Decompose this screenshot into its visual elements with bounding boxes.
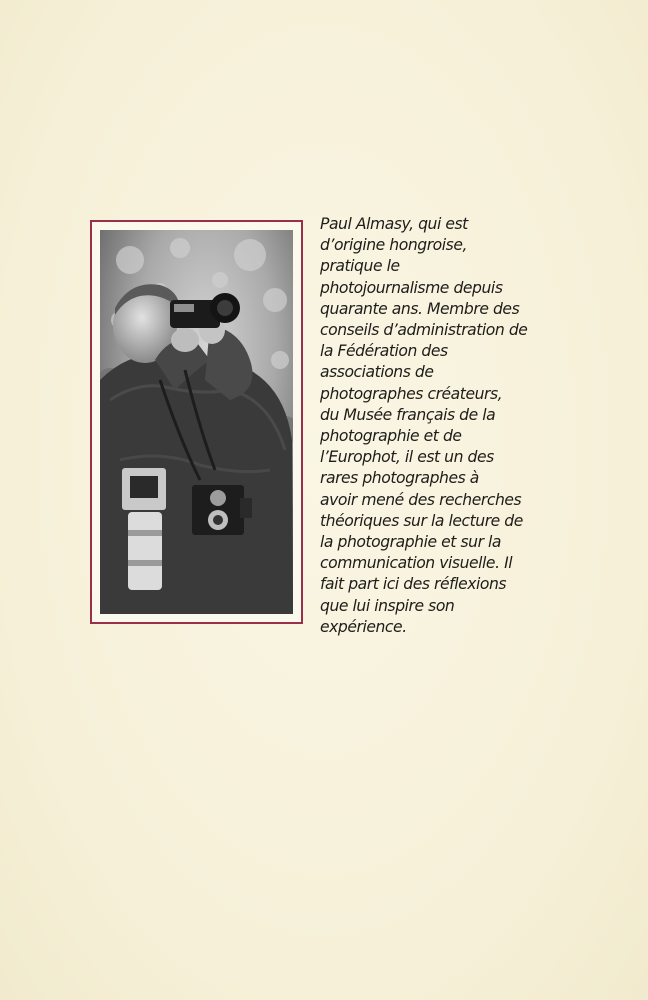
author-bio-text bbox=[320, 214, 552, 638]
bio-line: du Musée français de la bbox=[320, 405, 496, 424]
bio-line: la photographie et sur la bbox=[320, 533, 502, 552]
bio-line: photojournalisme depuis bbox=[320, 278, 503, 297]
bio-line: photographie et de bbox=[320, 427, 462, 446]
bio-line: d’origine hongroise, bbox=[320, 236, 467, 255]
bio-line: expérience. bbox=[320, 617, 407, 636]
bio-line: théoriques sur la lecture de bbox=[320, 511, 523, 530]
bio-line: l’Europhot, il est un des bbox=[320, 448, 494, 467]
bio-line: Paul Almasy, qui est bbox=[320, 215, 468, 233]
bio-line: communication visuelle. Il bbox=[320, 554, 513, 573]
bio-line: pratique le bbox=[320, 257, 400, 276]
portrait-illustration bbox=[100, 230, 293, 614]
bio-line: la Fédération des bbox=[320, 342, 448, 361]
photographer-portrait bbox=[100, 230, 293, 614]
bio-line: rares photographes à bbox=[320, 469, 479, 488]
bio-line: quarante ans. Membre des bbox=[320, 299, 520, 318]
bio-line: photographes créateurs, bbox=[320, 384, 503, 403]
bio-line: avoir mené des recherches bbox=[320, 490, 522, 509]
bio-line: conseils d’administration de bbox=[320, 321, 528, 340]
bio-line: que lui inspire son bbox=[320, 596, 455, 615]
bio-line: fait part ici des réflexions bbox=[320, 575, 507, 594]
photo-frame bbox=[90, 220, 303, 624]
bio-line: associations de bbox=[320, 363, 434, 382]
